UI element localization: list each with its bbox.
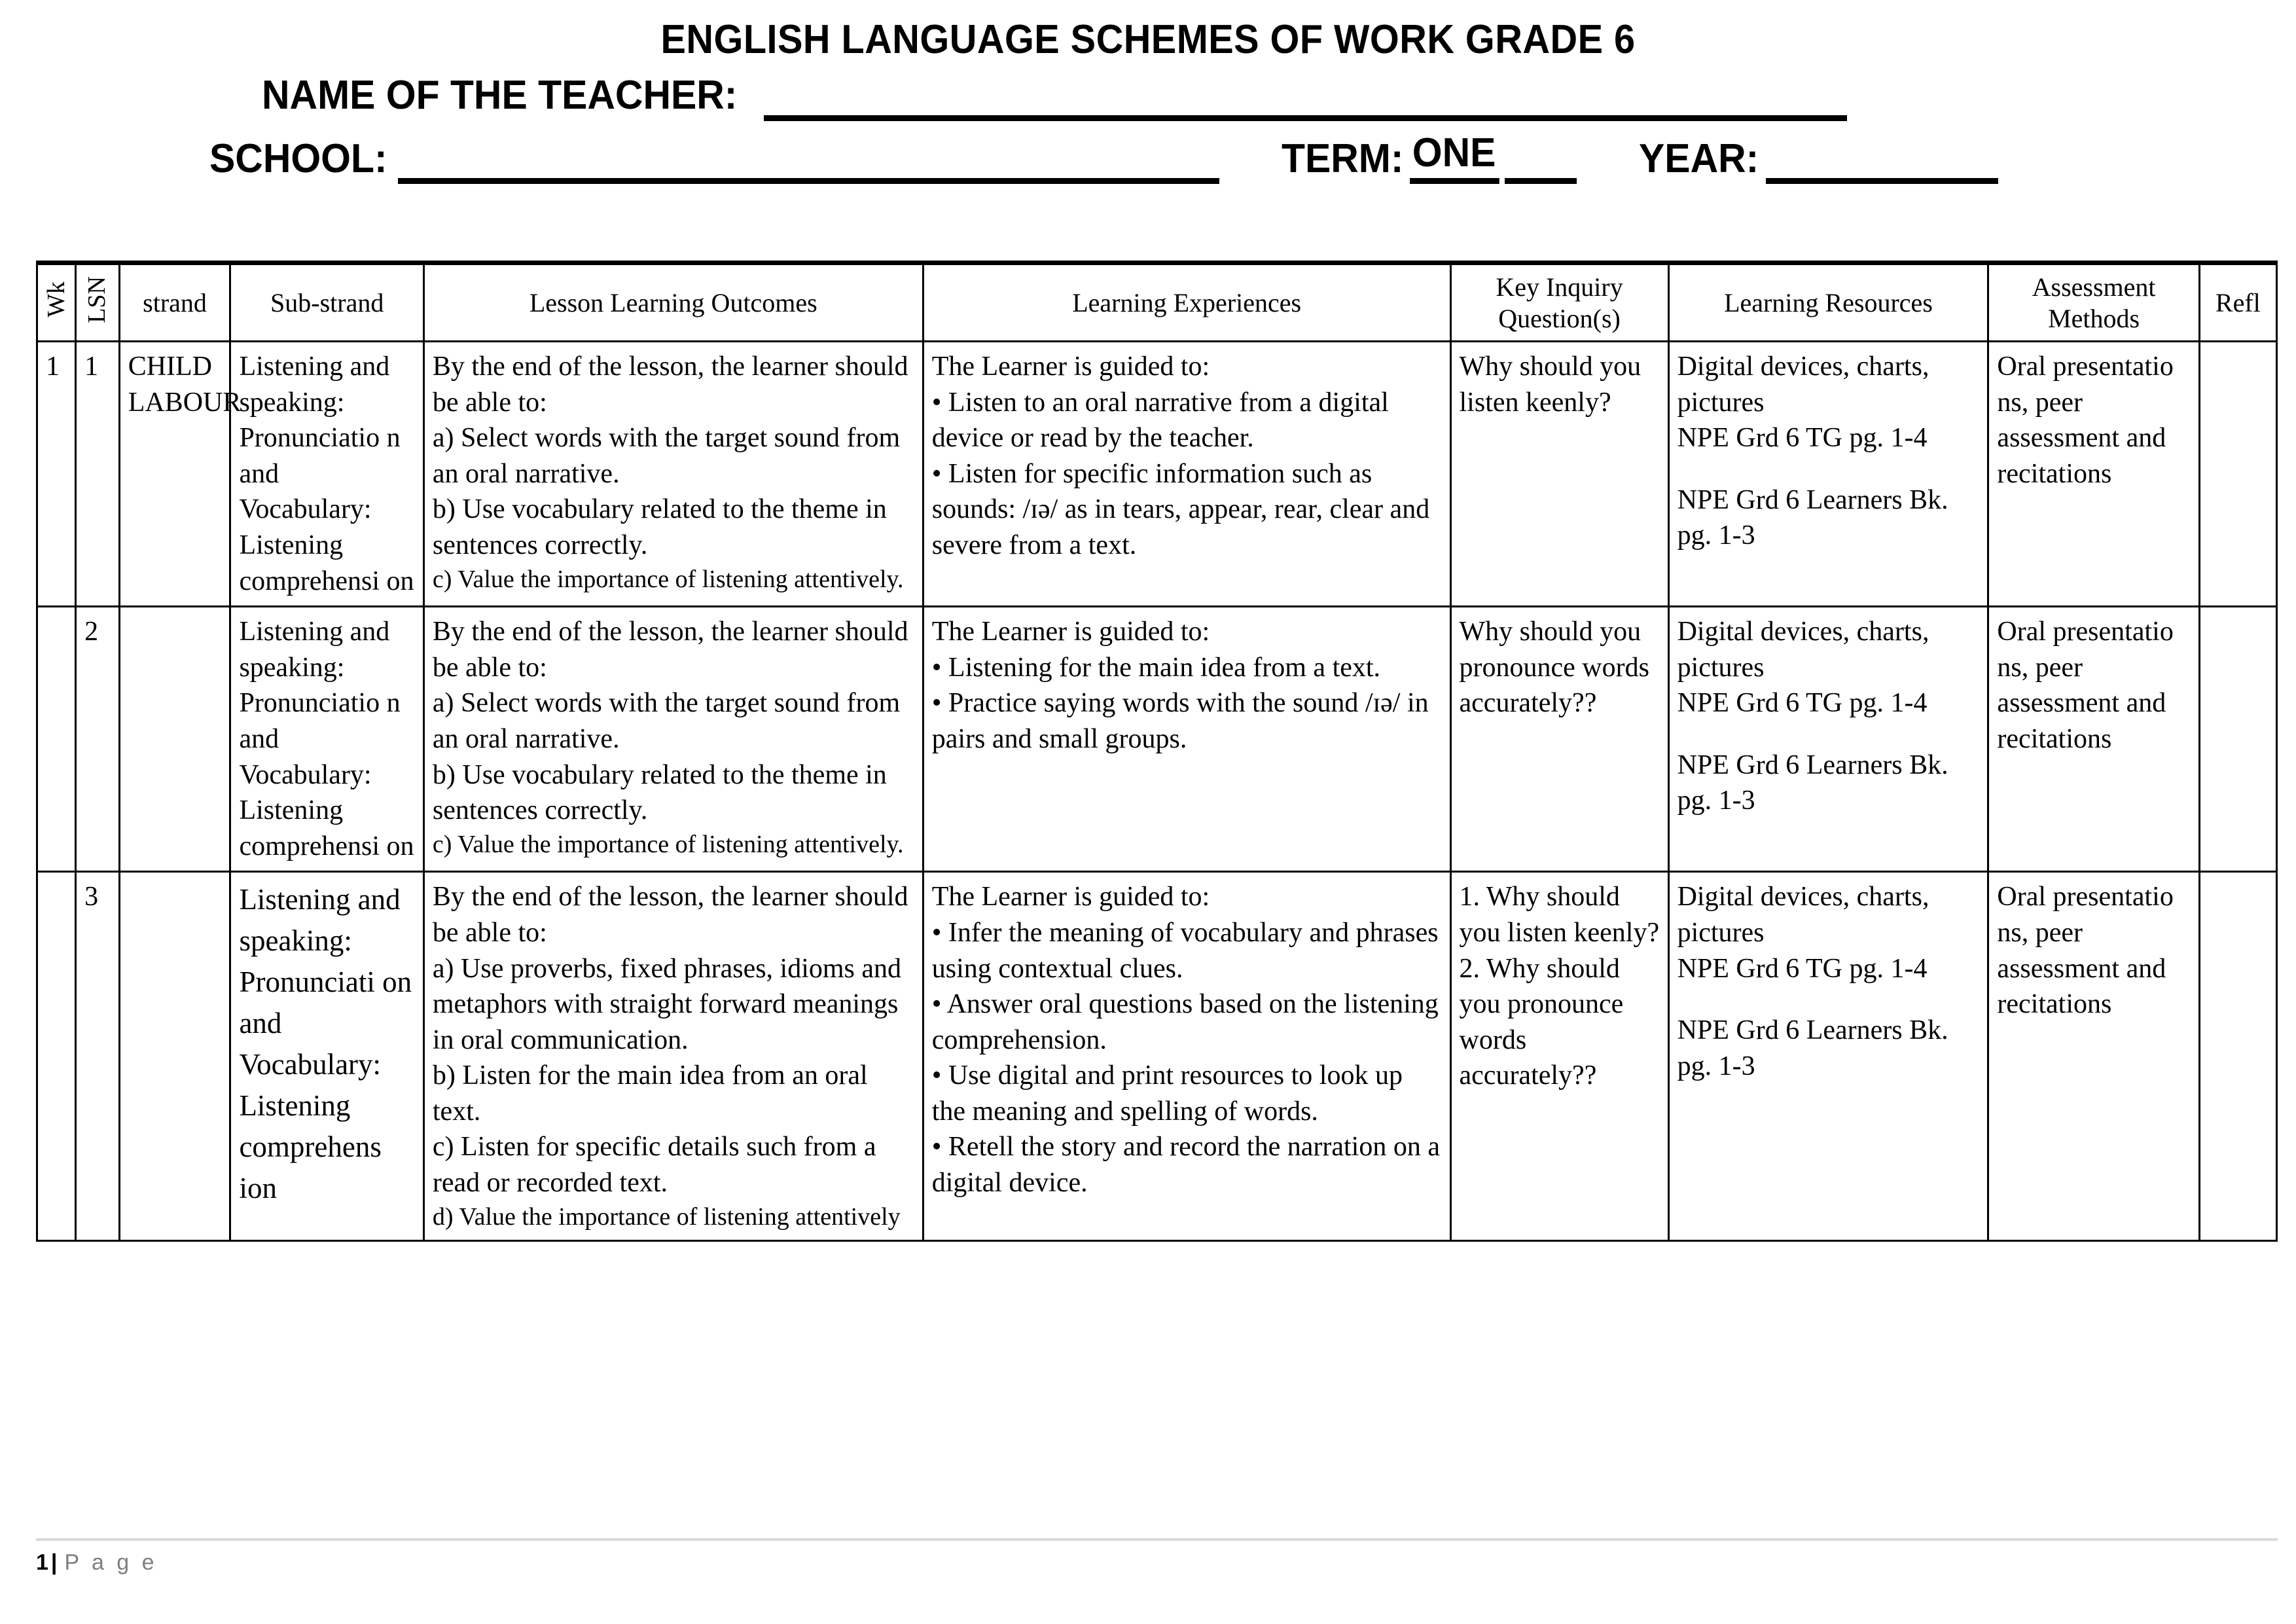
cell-key-inquiry-question: 1. Why should you listen keenly? 2. Why should you pronounce words accurately??	[1450, 872, 1668, 1241]
teacher-name-label: NAME OF THE TEACHER:	[262, 73, 738, 118]
resource-item: NPE Grd 6 TG pg. 1-4	[1677, 688, 1928, 719]
school-blank[interactable]	[398, 155, 1219, 185]
outcomes-lead: By the end of the lesson, the learner should be able to:	[432, 617, 908, 683]
cell-wk: 1	[37, 342, 76, 607]
resource-item: NPE Grd 6 Learners Bk. pg. 1-3	[1677, 1015, 1948, 1081]
outcome-item: b) Use vocabulary related to the theme in sentences correctly.	[432, 494, 887, 560]
page-footer-text	[36, 1550, 2260, 1576]
page-word: P a g e	[64, 1550, 158, 1575]
cell-learning-resources	[1668, 607, 1988, 872]
cell-learning-experiences	[923, 607, 1450, 872]
outcome-item: a) Use proverbs, fixed phrases, idioms and metaphors with straight forward meanings in oral communication.	[432, 953, 902, 1055]
outcome-item: d) Value the importance of listening attentively	[432, 1202, 901, 1231]
experience-item: • Retell the story and record the narration on a digital device.	[931, 1132, 1440, 1199]
cell-key-inquiry-question: Why should you pronounce words accurately??	[1450, 607, 1668, 872]
resource-item: NPE Grd 6 TG pg. 1-4	[1677, 953, 1928, 984]
cell-wk	[37, 607, 76, 872]
cell-assessment-methods: Oral presentatio ns, peer assessment and recitations	[1988, 872, 2199, 1241]
experiences-lead: The Learner is guided to:	[931, 617, 1210, 647]
column-header-sub-strand: Sub-strand	[230, 263, 423, 342]
cell-learning-experiences	[923, 872, 1450, 1241]
column-header-lsn	[76, 263, 120, 342]
experience-item: • Infer the meaning of vocabulary and phrases using contextual clues.	[931, 917, 1439, 984]
outcomes-lead: By the end of the lesson, the learner should be able to:	[432, 352, 908, 418]
column-header-assessment-methods: Assessment Methods	[1988, 263, 2199, 342]
cell-assessment-methods: Oral presentatio ns, peer assessment and recitations	[1988, 607, 2199, 872]
cell-refl[interactable]	[2199, 342, 2276, 607]
schemes-of-work-table	[36, 261, 2278, 1242]
resource-gap	[1677, 721, 1980, 748]
term-label: TERM:	[1281, 135, 1404, 181]
cell-learning-resources	[1668, 872, 1988, 1241]
document-header	[0, 0, 2296, 184]
school-term-year-line	[0, 128, 2296, 185]
column-header-key-inquiry-questions: Key Inquiry Question(s)	[1450, 263, 1668, 342]
cell-strand	[119, 872, 230, 1241]
cell-assessment-methods: Oral presentatio ns, peer assessment and recitations	[1988, 342, 2199, 607]
cell-lesson-learning-outcomes	[423, 607, 923, 872]
cell-wk	[37, 872, 76, 1241]
cell-key-inquiry-question: Why should you listen keenly?	[1450, 342, 1668, 607]
resource-gap	[1677, 456, 1980, 482]
outcome-item: b) Use vocabulary related to the theme in sentences correctly.	[432, 759, 887, 826]
resource-item: NPE Grd 6 TG pg. 1-4	[1677, 423, 1928, 454]
footer-separator: |	[50, 1550, 61, 1575]
column-header-learning-experiences: Learning Experiences	[923, 263, 1450, 342]
experience-item: • Listen for specific information such as sounds: /ɪə/ as in tears, appear, rear, clear and severe from a text.	[931, 458, 1430, 560]
cell-lsn: 3	[76, 872, 120, 1241]
column-header-lsn-label: LSN	[83, 276, 111, 323]
cell-lsn: 1	[76, 342, 120, 607]
outcome-item: b) Listen for the main idea from an oral text.	[432, 1060, 868, 1127]
teacher-name-line	[0, 70, 2296, 121]
cell-learning-resources	[1668, 342, 1988, 607]
column-header-wk-label: Wk	[43, 281, 70, 317]
school-label: SCHOOL:	[209, 135, 387, 181]
term-blank[interactable]	[1505, 155, 1577, 185]
schemes-of-work-table-wrapper	[36, 261, 2278, 1242]
term-value[interactable]: ONE	[1410, 128, 1499, 185]
resource-item: NPE Grd 6 Learners Bk. pg. 1-3	[1677, 749, 1948, 816]
cell-strand: CHILD LABOUR	[119, 342, 230, 607]
column-header-lesson-learning-outcomes: Lesson Learning Outcomes	[423, 263, 923, 342]
experiences-lead: The Learner is guided to:	[931, 882, 1210, 912]
outcomes-lead: By the end of the lesson, the learner should be able to:	[432, 882, 908, 948]
experiences-lead: The Learner is guided to:	[931, 352, 1210, 382]
experience-item: • Listening for the main idea from a text.	[931, 652, 1381, 683]
page-number: 1	[36, 1550, 48, 1575]
cell-sub-strand: Listening and speaking: Pronunciatio n and Vocabulary: Listening comprehensi on	[230, 607, 423, 872]
column-header-refl: Refl	[2199, 263, 2276, 342]
year-label: YEAR:	[1638, 135, 1759, 181]
cell-sub-strand: Listening and speaking: Pronunciatio n and Vocabulary: Listening comprehensi on	[230, 342, 423, 607]
cell-lsn: 2	[76, 607, 120, 872]
page-title: ENGLISH LANGUAGE SCHEMES OF WORK GRADE 6	[660, 17, 1636, 62]
cell-refl[interactable]	[2199, 607, 2276, 872]
outcome-item: a) Select words with the target sound from an oral narrative.	[432, 423, 901, 489]
experience-item: • Practice saying words with the sound /ɪə/ in pairs and small groups.	[931, 688, 1429, 754]
outcome-item: c) Listen for specific details such from a read or recorded text.	[432, 1132, 876, 1199]
outcome-item: c) Value the importance of listening attentively.	[432, 830, 904, 858]
column-header-wk	[37, 263, 76, 342]
cell-learning-experiences	[923, 342, 1450, 607]
table-header-row	[37, 263, 2277, 342]
cell-lesson-learning-outcomes	[423, 342, 923, 607]
outcome-item: c) Value the importance of listening attentively.	[432, 565, 904, 593]
teacher-name-blank[interactable]	[764, 92, 1847, 121]
experience-item: • Answer oral questions based on the listening comprehension.	[931, 989, 1439, 1055]
cell-refl[interactable]	[2199, 872, 2276, 1241]
document-footer	[36, 1538, 2260, 1576]
column-header-learning-resources: Learning Resources	[1668, 263, 1988, 342]
resource-item: Digital devices, charts, pictures	[1677, 352, 1929, 418]
column-header-strand: strand	[119, 263, 230, 342]
resource-item: Digital devices, charts, pictures	[1677, 617, 1929, 683]
outcome-item: a) Select words with the target sound from an oral narrative.	[432, 688, 901, 754]
experience-item: • Listen to an oral narrative from a digital device or read by the teacher.	[931, 387, 1389, 454]
table-body	[37, 342, 2277, 1241]
experience-item: • Use digital and print resources to look up the meaning and spelling of words.	[931, 1060, 1403, 1127]
table-row	[37, 607, 2277, 872]
footer-divider	[36, 1538, 2278, 1541]
resource-gap	[1677, 986, 1980, 1013]
cell-lesson-learning-outcomes	[423, 872, 923, 1241]
resource-item: Digital devices, charts, pictures	[1677, 882, 1929, 948]
table-row	[37, 342, 2277, 607]
resource-item: NPE Grd 6 Learners Bk. pg. 1-3	[1677, 484, 1948, 551]
cell-strand	[119, 607, 230, 872]
cell-sub-strand: Listening and speaking: Pronunciati on and Vocabulary: Listening comprehens ion	[230, 872, 423, 1241]
table-row	[37, 872, 2277, 1241]
year-blank[interactable]	[1766, 155, 1998, 185]
